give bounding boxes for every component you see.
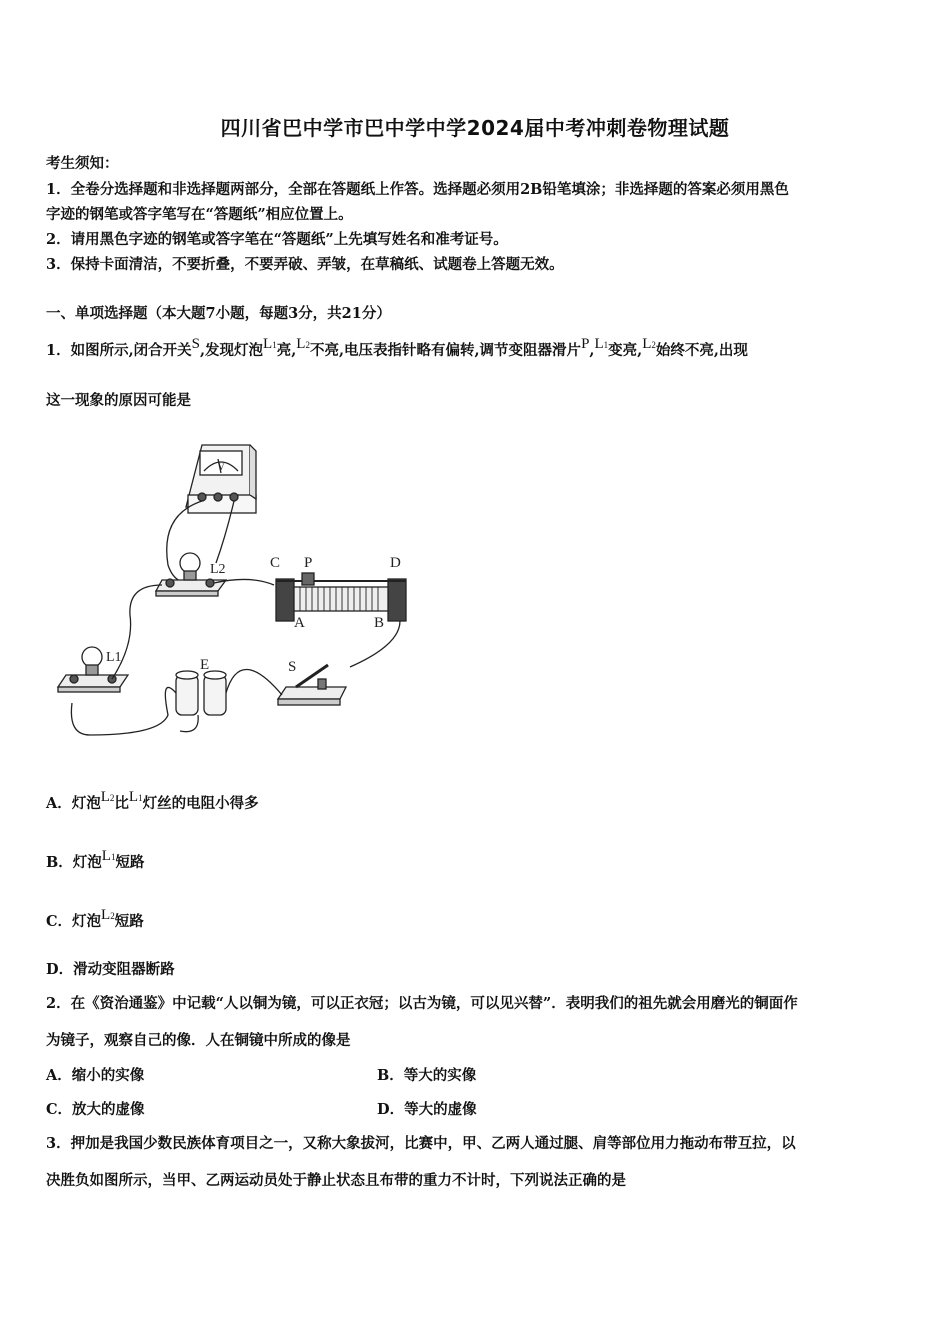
q1-option-b[interactable]: B．灯泡L1短路 <box>46 848 145 871</box>
q2-stem-line1: 2．在《资治通鉴》中记载“人以铜为镜，可以正衣冠；以古为镜，可以见兴替”．表明我们的祖先就会用磨光的铜面作 <box>46 995 798 1012</box>
section-heading: 一、单项选择题（本大题7小题，每题3分，共21分） <box>46 305 391 322</box>
label-a: A <box>294 615 305 631</box>
q2-stem-line2: 为镜子，观察自己的像．人在铜镜中所成的像是 <box>46 1032 351 1049</box>
q1-text-5: , <box>589 342 595 359</box>
label-b: B <box>374 615 385 631</box>
q2-option-a[interactable]: A．缩小的实像 <box>46 1067 145 1084</box>
symbol-l1: L1 <box>594 336 609 352</box>
symbol-l2: L2 <box>101 907 115 923</box>
voltmeter-label: V <box>218 462 225 472</box>
symbol-l1: L1 <box>101 848 116 864</box>
q2-option-b[interactable]: B．等大的实像 <box>377 1067 477 1084</box>
q1-text-4: 不亮,电压表指针略有偏转,调节变阻器滑片 <box>309 342 582 359</box>
symbol-l1: L1 <box>128 789 143 805</box>
circuit-figure <box>50 435 430 745</box>
label-d: D <box>390 555 401 571</box>
symbol-l2: L2 <box>642 336 656 352</box>
symbol-p: P <box>581 336 590 352</box>
rheostat <box>270 555 406 631</box>
label-s: S <box>288 659 297 675</box>
label-c: C <box>270 555 281 571</box>
label-l2: L2 <box>210 562 226 577</box>
battery-e <box>176 657 226 715</box>
q1-stem <box>46 336 748 360</box>
q1-text-1: 1．如图所示,闭合开关 <box>46 342 192 359</box>
q2-option-d[interactable]: D．等大的虚像 <box>377 1101 477 1118</box>
q2-option-c[interactable]: C．放大的虚像 <box>46 1101 145 1118</box>
q1-text-6: 变亮, <box>608 342 643 359</box>
q1-text-2: ,发现灯泡 <box>199 342 264 359</box>
switch-s <box>278 659 346 705</box>
notice-item-2: 2．请用黑色字迹的钢笔或答字笔在“答题纸”上先填写姓名和准考证号。 <box>46 231 508 248</box>
symbol-l2: L2 <box>296 336 310 352</box>
lamp-l2 <box>156 553 226 596</box>
q1-option-c[interactable]: C．灯泡L2短路 <box>46 907 144 930</box>
q3-stem-line1: 3．押加是我国少数民族体育项目之一，又称大象拔河，比赛中，甲、乙两人通过腿、肩等部位用力拖动布带互拉，以 <box>46 1135 796 1152</box>
q1-option-a[interactable]: A．灯泡L2比L1灯丝的电阻小得多 <box>46 789 259 812</box>
q3-stem-line2: 决胜负如图所示，当甲、乙两运动员处于静止状态且布带的重力不计时，下列说法正确的是 <box>46 1172 626 1189</box>
label-p: P <box>304 555 313 571</box>
notice-item-1b: 字迹的钢笔或答字笔写在“答题纸”相应位置上。 <box>46 206 353 223</box>
exam-title: 四川省巴中学市巴中学中学2024届中考冲刺卷物理试题 <box>220 116 730 140</box>
q1-text-7: 始终不亮,出现 <box>655 342 748 359</box>
q1-option-d[interactable]: D．滑动变阻器断路 <box>46 961 175 978</box>
q1-stem-line2: 这一现象的原因可能是 <box>46 392 191 409</box>
notice-item-1a: 1．全卷分选择题和非选择题两部分，全部在答题纸上作答。选择题必须用2B铅笔填涂；非选择题的答案必须用黑色 <box>46 181 789 198</box>
q1-text-3: 亮, <box>276 342 297 359</box>
notice-item-3: 3．保持卡面清洁，不要折叠，不要弄破、弄皱，在草稿纸、试题卷上答题无效。 <box>46 256 564 273</box>
symbol-s: S <box>191 336 200 352</box>
notice-heading: 考生须知： <box>46 155 119 172</box>
symbol-l1: L1 <box>263 336 277 352</box>
label-e: E <box>200 657 210 673</box>
label-l1: L1 <box>106 650 122 665</box>
symbol-l2: L2 <box>100 789 115 805</box>
